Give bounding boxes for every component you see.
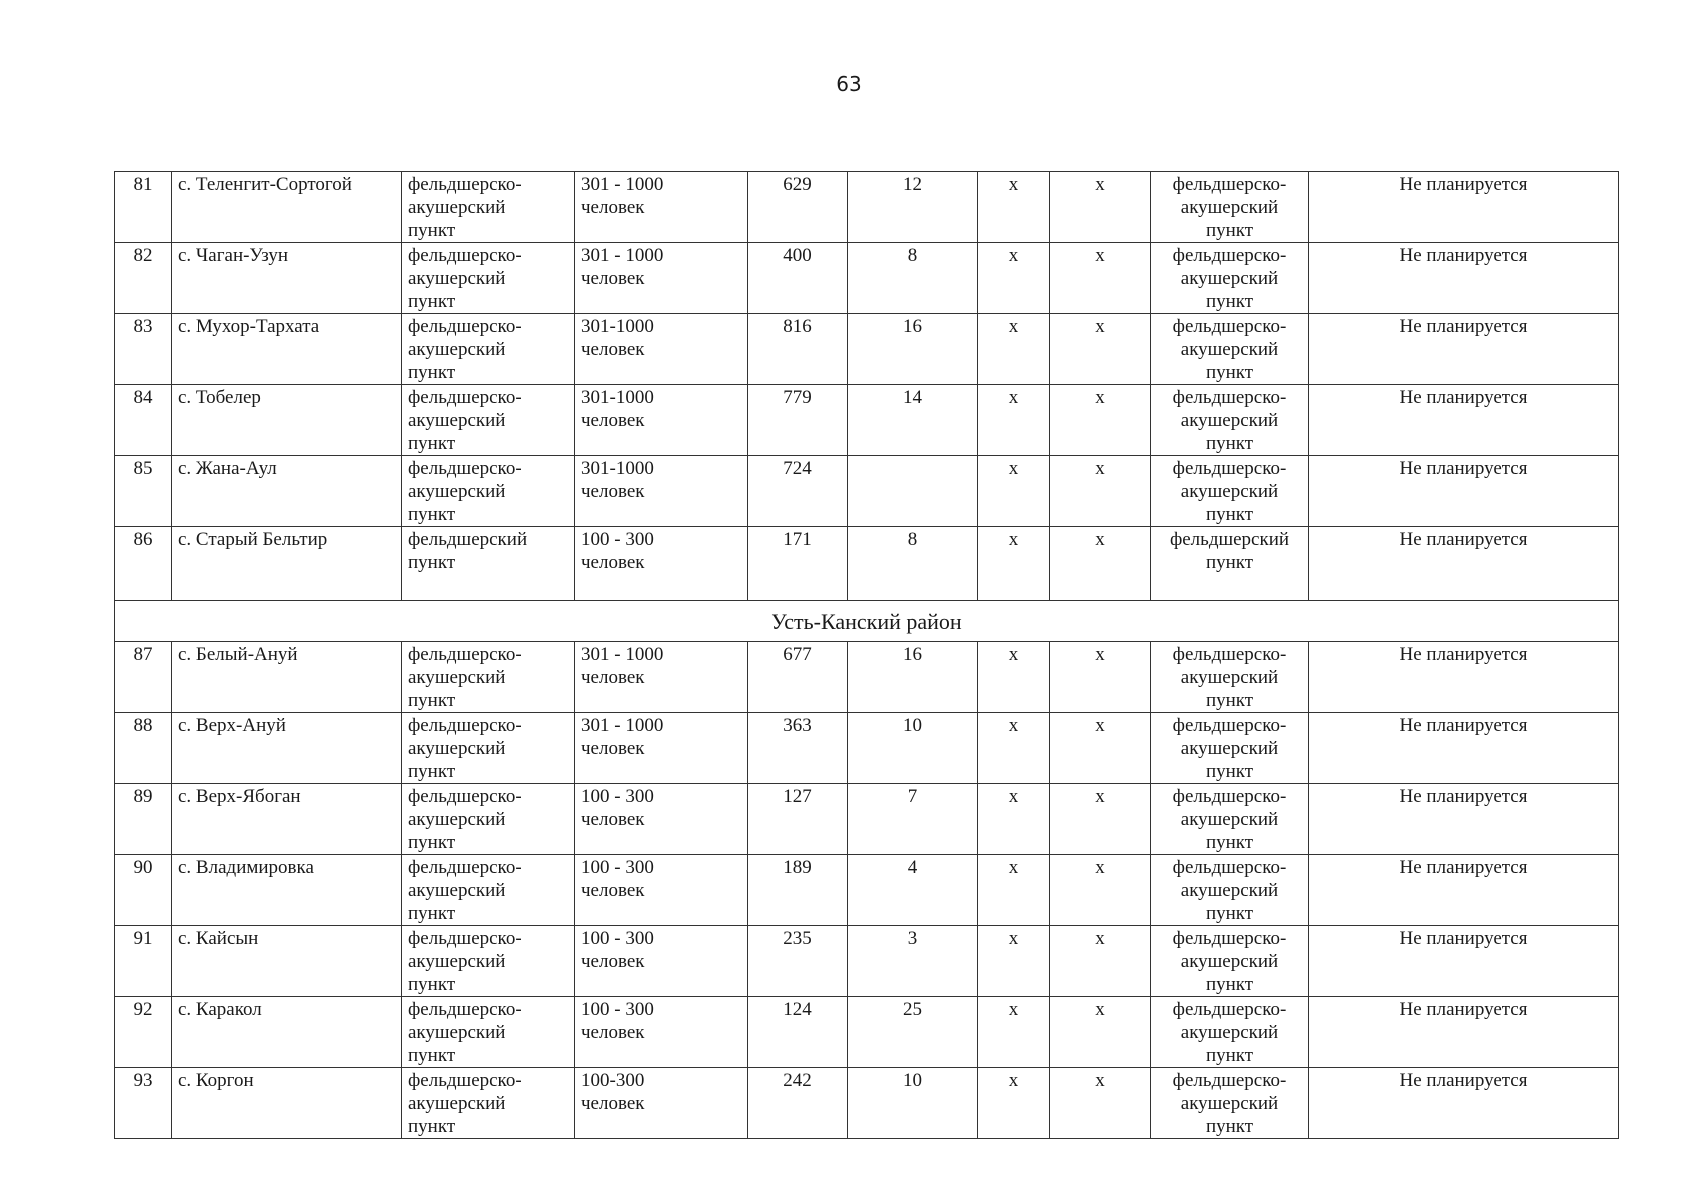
facility-type [402, 314, 575, 385]
settlement-name: с. Жана-Аул [172, 456, 402, 527]
population-range [575, 243, 748, 314]
residents-count: 363 [748, 713, 848, 784]
settlement-name: с. Мухор-Тархата [172, 314, 402, 385]
planned-facility-type-line: пункт [1205, 761, 1254, 782]
medical-facilities-table [114, 171, 1619, 1139]
table-row [115, 456, 1619, 527]
row-number: 86 [115, 527, 172, 601]
mark-x1: х [978, 172, 1050, 243]
facility-type-line: акушерский [408, 738, 506, 759]
settlement-name: с. Каракол [172, 997, 402, 1068]
row-number: 81 [115, 172, 172, 243]
planned-facility-type-line: акушерский [1180, 1022, 1279, 1043]
planned-facility-type-line: акушерский [1180, 809, 1279, 830]
mark-x2: х [1050, 172, 1151, 243]
facility-type-line: пункт [408, 1045, 456, 1066]
population-range-line: 100-300 [581, 1070, 645, 1091]
mark-x1: х [978, 385, 1050, 456]
population-range-line: 301-1000 [581, 458, 654, 479]
planned-facility-type-line: акушерский [1180, 1093, 1279, 1114]
planned-facility-type-line: пункт [1205, 220, 1254, 241]
population-range [575, 784, 748, 855]
planned-facility-type [1151, 926, 1309, 997]
mark-x2: х [1050, 784, 1151, 855]
planned-facility-type [1151, 855, 1309, 926]
population-range [575, 314, 748, 385]
row-number: 83 [115, 314, 172, 385]
plan-status: Не планируется [1309, 243, 1619, 314]
residents-count: 629 [748, 172, 848, 243]
mark-x1: х [978, 243, 1050, 314]
planned-facility-type-line: фельдшерско- [1172, 245, 1287, 266]
population-range-line: человек [581, 951, 645, 972]
facility-type-line: фельдшерско- [408, 928, 522, 949]
planned-facility-type [1151, 784, 1309, 855]
population-range-line: человек [581, 481, 645, 502]
planned-facility-type-line: фельдшерско- [1172, 644, 1287, 665]
population-range [575, 456, 748, 527]
facility-type-line: фельдшерско- [408, 999, 522, 1020]
planned-facility-type-line: пункт [1205, 362, 1254, 383]
planned-facility-type-line: акушерский [1180, 268, 1279, 289]
population-range [575, 855, 748, 926]
mark-x1: х [978, 784, 1050, 855]
plan-status: Не планируется [1309, 385, 1619, 456]
year-value: 7 [848, 784, 978, 855]
row-number: 85 [115, 456, 172, 527]
year-value: 16 [848, 314, 978, 385]
residents-count: 124 [748, 997, 848, 1068]
population-range-line: 301-1000 [581, 387, 654, 408]
mark-x1: х [978, 1068, 1050, 1139]
population-range [575, 385, 748, 456]
population-range-line: человек [581, 738, 645, 759]
facility-type-line: акушерский [408, 951, 506, 972]
residents-count: 677 [748, 642, 848, 713]
planned-facility-type-line: пункт [1205, 832, 1254, 853]
planned-facility-type [1151, 1068, 1309, 1139]
mark-x2: х [1050, 243, 1151, 314]
district-title: Усть-Канский район [115, 601, 1619, 642]
year-value: 10 [848, 1068, 978, 1139]
year-value: 12 [848, 172, 978, 243]
population-range-line: 100 - 300 [581, 786, 654, 807]
population-range-line: 301-1000 [581, 316, 654, 337]
settlement-name: с. Старый Бельтир [172, 527, 402, 601]
facility-type [402, 926, 575, 997]
year-value: 10 [848, 713, 978, 784]
facility-type-line: пункт [408, 903, 456, 924]
mark-x2: х [1050, 642, 1151, 713]
population-range [575, 1068, 748, 1139]
planned-facility-type-line: фельдшерско- [1172, 1070, 1287, 1091]
planned-facility-type-line: пункт [1205, 974, 1254, 995]
facility-type-line: акушерский [408, 197, 506, 218]
settlement-name: с. Владимировка [172, 855, 402, 926]
facility-type [402, 172, 575, 243]
facility-type-line: пункт [408, 291, 456, 312]
planned-facility-type-line: акушерский [1180, 880, 1279, 901]
planned-facility-type-line: пункт [1205, 552, 1254, 573]
residents-count: 235 [748, 926, 848, 997]
population-range-line: 301 - 1000 [581, 715, 664, 736]
facility-type-line: фельдшерский [408, 529, 528, 550]
planned-facility-type-line: акушерский [1180, 738, 1279, 759]
plan-status: Не планируется [1309, 997, 1619, 1068]
planned-facility-type-line: пункт [1205, 504, 1254, 525]
residents-count: 724 [748, 456, 848, 527]
facility-type-line: акушерский [408, 410, 506, 431]
mark-x1: х [978, 456, 1050, 527]
page-number: 63 [836, 72, 862, 96]
residents-count: 400 [748, 243, 848, 314]
table-row [115, 713, 1619, 784]
settlement-name: с. Верх-Ябоган [172, 784, 402, 855]
population-range-line: 100 - 300 [581, 928, 654, 949]
planned-facility-type-line: акушерский [1180, 197, 1279, 218]
table-row [115, 784, 1619, 855]
facility-type-line: фельдшерско- [408, 1070, 522, 1091]
mark-x2: х [1050, 456, 1151, 527]
settlement-name: с. Белый-Ануй [172, 642, 402, 713]
planned-facility-type-line: акушерский [1180, 339, 1279, 360]
mark-x2: х [1050, 385, 1151, 456]
plan-status: Не планируется [1309, 527, 1619, 601]
planned-facility-type-line: фельдшерско- [1172, 174, 1287, 195]
plan-status: Не планируется [1309, 855, 1619, 926]
table-row [115, 385, 1619, 456]
population-range-line: человек [581, 268, 645, 289]
table-row [115, 314, 1619, 385]
planned-facility-type-line: фельдшерско- [1172, 387, 1287, 408]
facility-type [402, 713, 575, 784]
planned-facility-type-line: фельдшерско- [1172, 316, 1287, 337]
table-section-2 [115, 642, 1619, 1139]
planned-facility-type [1151, 527, 1309, 601]
table-row [115, 172, 1619, 243]
planned-facility-type-line: фельдшерско- [1172, 928, 1287, 949]
year-value: 25 [848, 997, 978, 1068]
plan-status: Не планируется [1309, 713, 1619, 784]
facility-type [402, 855, 575, 926]
facility-type-line: акушерский [408, 268, 506, 289]
planned-facility-type-line: акушерский [1180, 951, 1279, 972]
table-row [115, 527, 1619, 601]
population-range [575, 172, 748, 243]
row-number: 88 [115, 713, 172, 784]
year-value: 16 [848, 642, 978, 713]
facility-type-line: фельдшерско- [408, 245, 522, 266]
table-row [115, 855, 1619, 926]
planned-facility-type [1151, 713, 1309, 784]
settlement-name: с. Тобелер [172, 385, 402, 456]
table-row [115, 243, 1619, 314]
settlement-name: с. Теленгит-Сортогой [172, 172, 402, 243]
planned-facility-type [1151, 314, 1309, 385]
population-range-line: 100 - 300 [581, 999, 654, 1020]
facility-type-line: акушерский [408, 809, 506, 830]
year-value: 14 [848, 385, 978, 456]
row-number: 82 [115, 243, 172, 314]
population-range [575, 713, 748, 784]
planned-facility-type [1151, 456, 1309, 527]
mark-x1: х [978, 855, 1050, 926]
facility-type-line: пункт [408, 832, 456, 853]
population-range-line: 301 - 1000 [581, 644, 664, 665]
population-range-line: человек [581, 197, 645, 218]
mark-x1: х [978, 642, 1050, 713]
table-section-1 [115, 172, 1619, 601]
planned-facility-type-line: фельдшерско- [1172, 857, 1287, 878]
planned-facility-type-line: пункт [1205, 903, 1254, 924]
plan-status: Не планируется [1309, 1068, 1619, 1139]
facility-type-line: акушерский [408, 339, 506, 360]
mark-x1: х [978, 926, 1050, 997]
facility-type-line: фельдшерско- [408, 786, 522, 807]
population-range [575, 642, 748, 713]
residents-count: 189 [748, 855, 848, 926]
plan-status: Не планируется [1309, 314, 1619, 385]
settlement-name: с. Верх-Ануй [172, 713, 402, 784]
population-range [575, 997, 748, 1068]
residents-count: 242 [748, 1068, 848, 1139]
plan-status: Не планируется [1309, 642, 1619, 713]
year-value: 4 [848, 855, 978, 926]
planned-facility-type [1151, 642, 1309, 713]
facility-type [402, 243, 575, 314]
mark-x1: х [978, 713, 1050, 784]
year-value: 8 [848, 243, 978, 314]
planned-facility-type [1151, 172, 1309, 243]
planned-facility-type-line: пункт [1205, 291, 1254, 312]
mark-x1: х [978, 997, 1050, 1068]
facility-type-line: пункт [408, 761, 456, 782]
planned-facility-type-line: фельдшерско- [1172, 786, 1287, 807]
table-row [115, 1068, 1619, 1139]
plan-status: Не планируется [1309, 926, 1619, 997]
row-number: 92 [115, 997, 172, 1068]
residents-count: 127 [748, 784, 848, 855]
plan-status: Не планируется [1309, 172, 1619, 243]
planned-facility-type [1151, 385, 1309, 456]
facility-type-line: пункт [408, 552, 456, 573]
population-range-line: человек [581, 339, 645, 360]
facility-type-line: фельдшерско- [408, 644, 522, 665]
population-range-line: человек [581, 809, 645, 830]
year-value: 8 [848, 527, 978, 601]
population-range-line: человек [581, 552, 645, 573]
district-header-section [115, 601, 1619, 642]
facility-type-line: фельдшерско- [408, 458, 522, 479]
planned-facility-type-line: фельдшерско- [1172, 715, 1287, 736]
year-value [848, 456, 978, 527]
planned-facility-type-line: пункт [1205, 690, 1254, 711]
planned-facility-type-line: фельдшерско- [1172, 458, 1287, 479]
mark-x2: х [1050, 855, 1151, 926]
facility-type-line: фельдшерско- [408, 857, 522, 878]
facility-type [402, 1068, 575, 1139]
facility-type-line: пункт [408, 690, 456, 711]
year-value: 3 [848, 926, 978, 997]
planned-facility-type-line: акушерский [1180, 481, 1279, 502]
mark-x2: х [1050, 926, 1151, 997]
mark-x1: х [978, 527, 1050, 601]
population-range-line: 100 - 300 [581, 529, 654, 550]
planned-facility-type-line: фельдшерско- [1172, 999, 1287, 1020]
facility-type-line: акушерский [408, 667, 506, 688]
mark-x2: х [1050, 527, 1151, 601]
row-number: 84 [115, 385, 172, 456]
facility-type [402, 784, 575, 855]
settlement-name: с. Коргон [172, 1068, 402, 1139]
facility-type-line: акушерский [408, 1093, 506, 1114]
planned-facility-type [1151, 243, 1309, 314]
residents-count: 779 [748, 385, 848, 456]
facility-type [402, 385, 575, 456]
settlement-name: с. Чаган-Узун [172, 243, 402, 314]
planned-facility-type-line: пункт [1205, 1045, 1254, 1066]
population-range-line: 100 - 300 [581, 857, 654, 878]
planned-facility-type-line: акушерский [1180, 667, 1279, 688]
facility-type-line: пункт [408, 220, 456, 241]
population-range-line: человек [581, 667, 645, 688]
row-number: 90 [115, 855, 172, 926]
settlement-name: с. Кайсын [172, 926, 402, 997]
plan-status: Не планируется [1309, 456, 1619, 527]
mark-x2: х [1050, 1068, 1151, 1139]
planned-facility-type-line: пункт [1205, 433, 1254, 454]
facility-type-line: фельдшерско- [408, 316, 522, 337]
mark-x2: х [1050, 314, 1151, 385]
planned-facility-type-line: фельдшерский [1169, 529, 1290, 550]
residents-count: 816 [748, 314, 848, 385]
row-number: 91 [115, 926, 172, 997]
population-range-line: 301 - 1000 [581, 245, 664, 266]
facility-type-line: пункт [408, 974, 456, 995]
facility-type-line: акушерский [408, 481, 506, 502]
table-row [115, 997, 1619, 1068]
facility-type [402, 997, 575, 1068]
facility-type-line: акушерский [408, 1022, 506, 1043]
table-row [115, 642, 1619, 713]
planned-facility-type-line: акушерский [1180, 410, 1279, 431]
table-row [115, 926, 1619, 997]
facility-type-line: фельдшерско- [408, 715, 522, 736]
facility-type-line: пункт [408, 1116, 456, 1137]
population-range [575, 527, 748, 601]
facility-type-line: пункт [408, 433, 456, 454]
population-range-line: человек [581, 410, 645, 431]
row-number: 89 [115, 784, 172, 855]
facility-type-line: фельдшерско- [408, 387, 522, 408]
facility-type-line: акушерский [408, 880, 506, 901]
row-number: 93 [115, 1068, 172, 1139]
population-range [575, 926, 748, 997]
population-range-line: человек [581, 1022, 645, 1043]
residents-count: 171 [748, 527, 848, 601]
facility-type [402, 456, 575, 527]
mark-x2: х [1050, 713, 1151, 784]
facility-type-line: пункт [408, 362, 456, 383]
plan-status: Не планируется [1309, 784, 1619, 855]
population-range-line: человек [581, 880, 645, 901]
planned-facility-type-line: пункт [1205, 1116, 1254, 1137]
population-range-line: 301 - 1000 [581, 174, 664, 195]
mark-x1: х [978, 314, 1050, 385]
row-number: 87 [115, 642, 172, 713]
mark-x2: х [1050, 997, 1151, 1068]
facility-type-line: фельдшерско- [408, 174, 522, 195]
facility-type [402, 642, 575, 713]
facility-type-line: пункт [408, 504, 456, 525]
district-header-row [115, 601, 1619, 642]
planned-facility-type [1151, 997, 1309, 1068]
population-range-line: человек [581, 1093, 645, 1114]
facility-type [402, 527, 575, 601]
